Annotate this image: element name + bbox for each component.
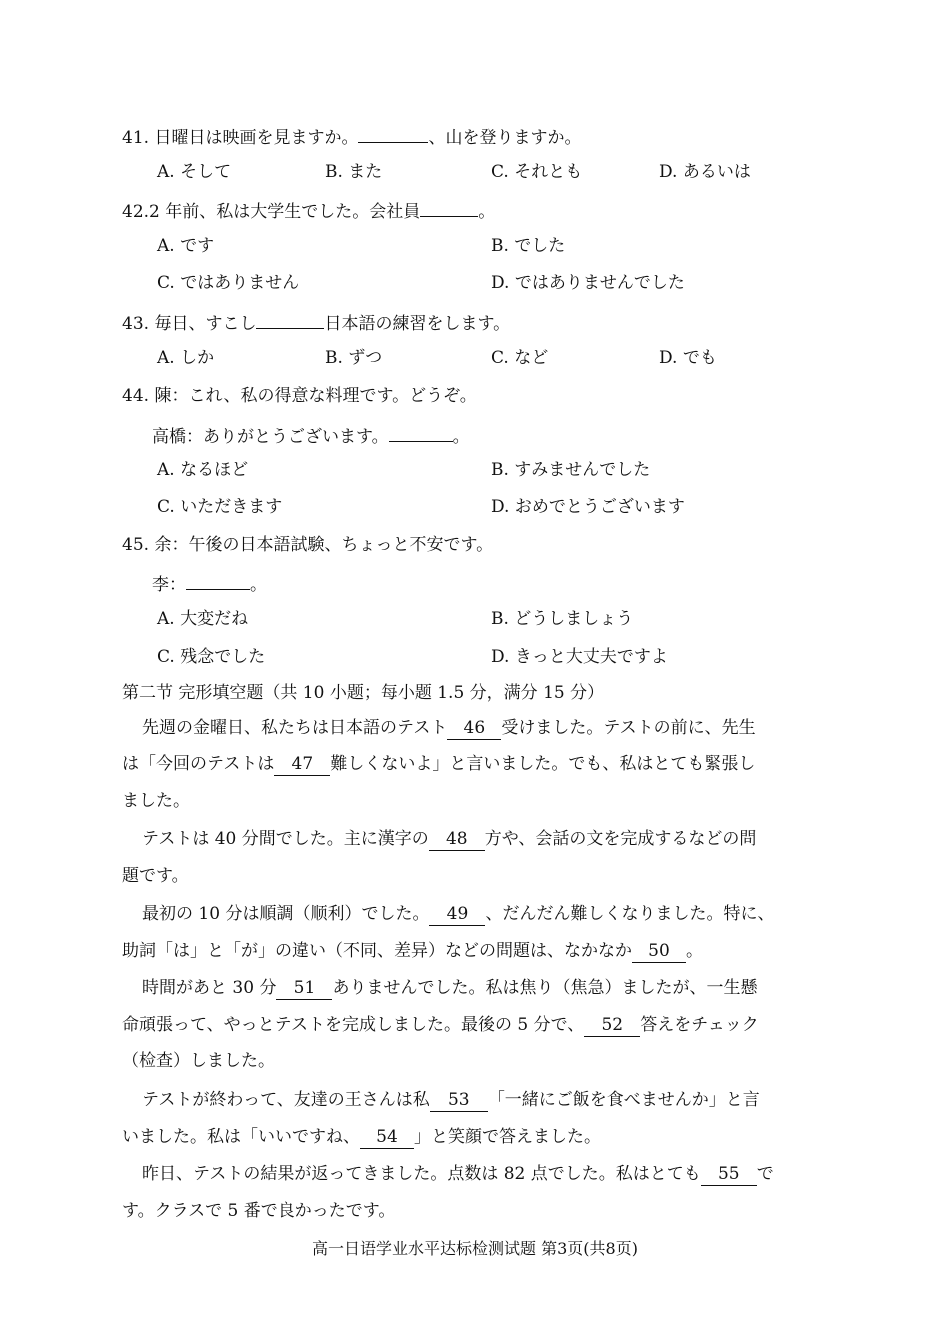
question-number: 44. (122, 386, 150, 406)
passage-text: ありませんでした。私は焦り（焦急）ましたが、一生懸 (332, 978, 758, 998)
passage-text: 昨日、テストの結果が返ってきました。点数は 82 点でした。私はとても (142, 1164, 701, 1184)
option-d: D. おめでとうございます (491, 497, 685, 517)
blank-49: 49 (429, 903, 485, 926)
question-number: 45. (122, 535, 150, 555)
option-c: C. ではありません (157, 273, 300, 293)
option-b: B. でした (491, 236, 566, 256)
blank-50: 50 (632, 940, 686, 963)
question-42 (122, 198, 495, 223)
question-text: 余：午後の日本語試験、ちょっと不安です。 (154, 535, 494, 555)
blank-53: 53 (430, 1089, 488, 1112)
option-a: A. 大変だね (157, 609, 249, 629)
option-a: A. しか (157, 348, 215, 368)
question-text: 陳：これ、私の得意な料理です。どうぞ。 (154, 386, 477, 406)
punctuation: 。 (250, 575, 267, 595)
passage-line (142, 977, 757, 1000)
answer-blank (186, 571, 250, 590)
passage-line (142, 903, 774, 926)
question-text: 、山を登りますか。 (428, 128, 582, 148)
passage-text: いました。私は「いいですね、 (122, 1127, 360, 1147)
option-c: C. 残念でした (157, 647, 266, 667)
blank-51: 51 (276, 977, 332, 1000)
option-d: D. でも (659, 348, 717, 368)
passage-text: 命頑張って、やっとテストを完成しました。最後の 5 分で、 (122, 1015, 585, 1035)
option-a: A. そして (157, 162, 232, 182)
option-b: B. また (325, 162, 383, 182)
passage-text: 先週の金曜日、私たちは日本語のテスト (142, 718, 448, 738)
question-number: 41. (122, 128, 150, 148)
passage-line: （检查）しました。 (122, 1051, 275, 1071)
passage-text: 。 (686, 941, 703, 961)
passage-text: テストは 40 分間でした。主に漢字の (142, 829, 429, 849)
passage-text: 答えをチェック (640, 1015, 759, 1035)
question-43 (122, 310, 510, 335)
question-number: 42. (122, 202, 150, 222)
passage-text: は「今回のテストは (122, 754, 275, 774)
option-b: B. どうしましょう (491, 609, 634, 629)
dialog-line (152, 423, 470, 448)
passage-line (122, 753, 755, 776)
question-41 (122, 124, 581, 149)
option-c: C. など (491, 348, 549, 368)
question-44 (122, 385, 477, 407)
passage-text: 「一緒にご飯を食べませんか」と言 (487, 1090, 760, 1110)
page-footer: 高一日语学业水平达标检测试题 第3页(共8页) (312, 1239, 638, 1258)
question-text: 日曜日は映画を見ますか。 (154, 128, 359, 148)
passage-text: 、だんだん難しくなりました。特に、 (485, 904, 775, 924)
passage-line (142, 828, 756, 851)
passage-text: 」と笑顔で答えました。 (414, 1127, 601, 1147)
passage-line: す。クラスで 5 番で良かったです。 (122, 1201, 396, 1221)
passage-line (122, 940, 703, 963)
question-text: 2 年前、私は大学生でした。会社員 (149, 202, 421, 222)
answer-blank (389, 423, 453, 442)
blank-52: 52 (584, 1014, 640, 1037)
option-b: B. ずつ (325, 348, 383, 368)
passage-line (142, 1089, 760, 1112)
passage-text: テストが終わって、友達の王さんは私 (142, 1090, 430, 1110)
option-a: A. です (157, 236, 215, 256)
option-b: B. すみませんでした (491, 460, 651, 480)
passage-line (122, 1014, 759, 1037)
passage-text: 難しくないよ」と言いました。でも、私はとても緊張し (330, 754, 756, 774)
question-number: 43. (122, 314, 150, 334)
option-a: A. なるほど (157, 460, 249, 480)
passage-text: で (756, 1164, 774, 1184)
passage-text: 受けました。テストの前に、先生 (501, 718, 756, 738)
blank-48: 48 (429, 828, 485, 851)
option-c: C. いただきます (157, 497, 283, 517)
option-c: C. それとも (491, 162, 583, 182)
option-d: D. きっと大丈夫ですよ (491, 647, 668, 667)
passage-text: 助詞「は」と「が」の違い（不同、差异）などの問題は、なかなか (122, 941, 632, 961)
option-d: D. ではありませんでした (491, 273, 685, 293)
punctuation: 。 (452, 427, 470, 447)
passage-line: ました。 (122, 791, 190, 811)
passage-text: 時間があと 30 分 (142, 978, 277, 998)
answer-blank (256, 310, 324, 329)
blank-54: 54 (360, 1126, 414, 1149)
speaker-text: 李： (152, 575, 186, 595)
passage-text: 方や、会話の文を完成するなどの問 (484, 829, 757, 849)
question-text: 日本語の練習をします。 (324, 314, 511, 334)
question-text: 毎日、すこし (154, 314, 257, 334)
blank-47: 47 (274, 753, 330, 776)
blank-55: 55 (701, 1163, 757, 1186)
passage-text: 最初の 10 分は順調（顺利）でした。 (142, 904, 430, 924)
passage-line (142, 717, 756, 740)
question-text: 。 (478, 202, 496, 222)
question-45 (122, 534, 493, 556)
passage-line: 題です。 (122, 866, 189, 886)
blank-46: 46 (447, 717, 501, 740)
speaker-text: 高橋：ありがとうございます。 (152, 427, 389, 447)
passage-line (142, 1163, 774, 1186)
dialog-line (152, 571, 267, 596)
option-d: D. あるいは (659, 162, 751, 182)
answer-blank (420, 198, 478, 217)
passage-line (122, 1126, 601, 1149)
section-title: 第二节 完形填空题（共 10 小题；每小题 1.5 分，满分 15 分） (122, 683, 605, 703)
answer-blank (358, 124, 428, 143)
